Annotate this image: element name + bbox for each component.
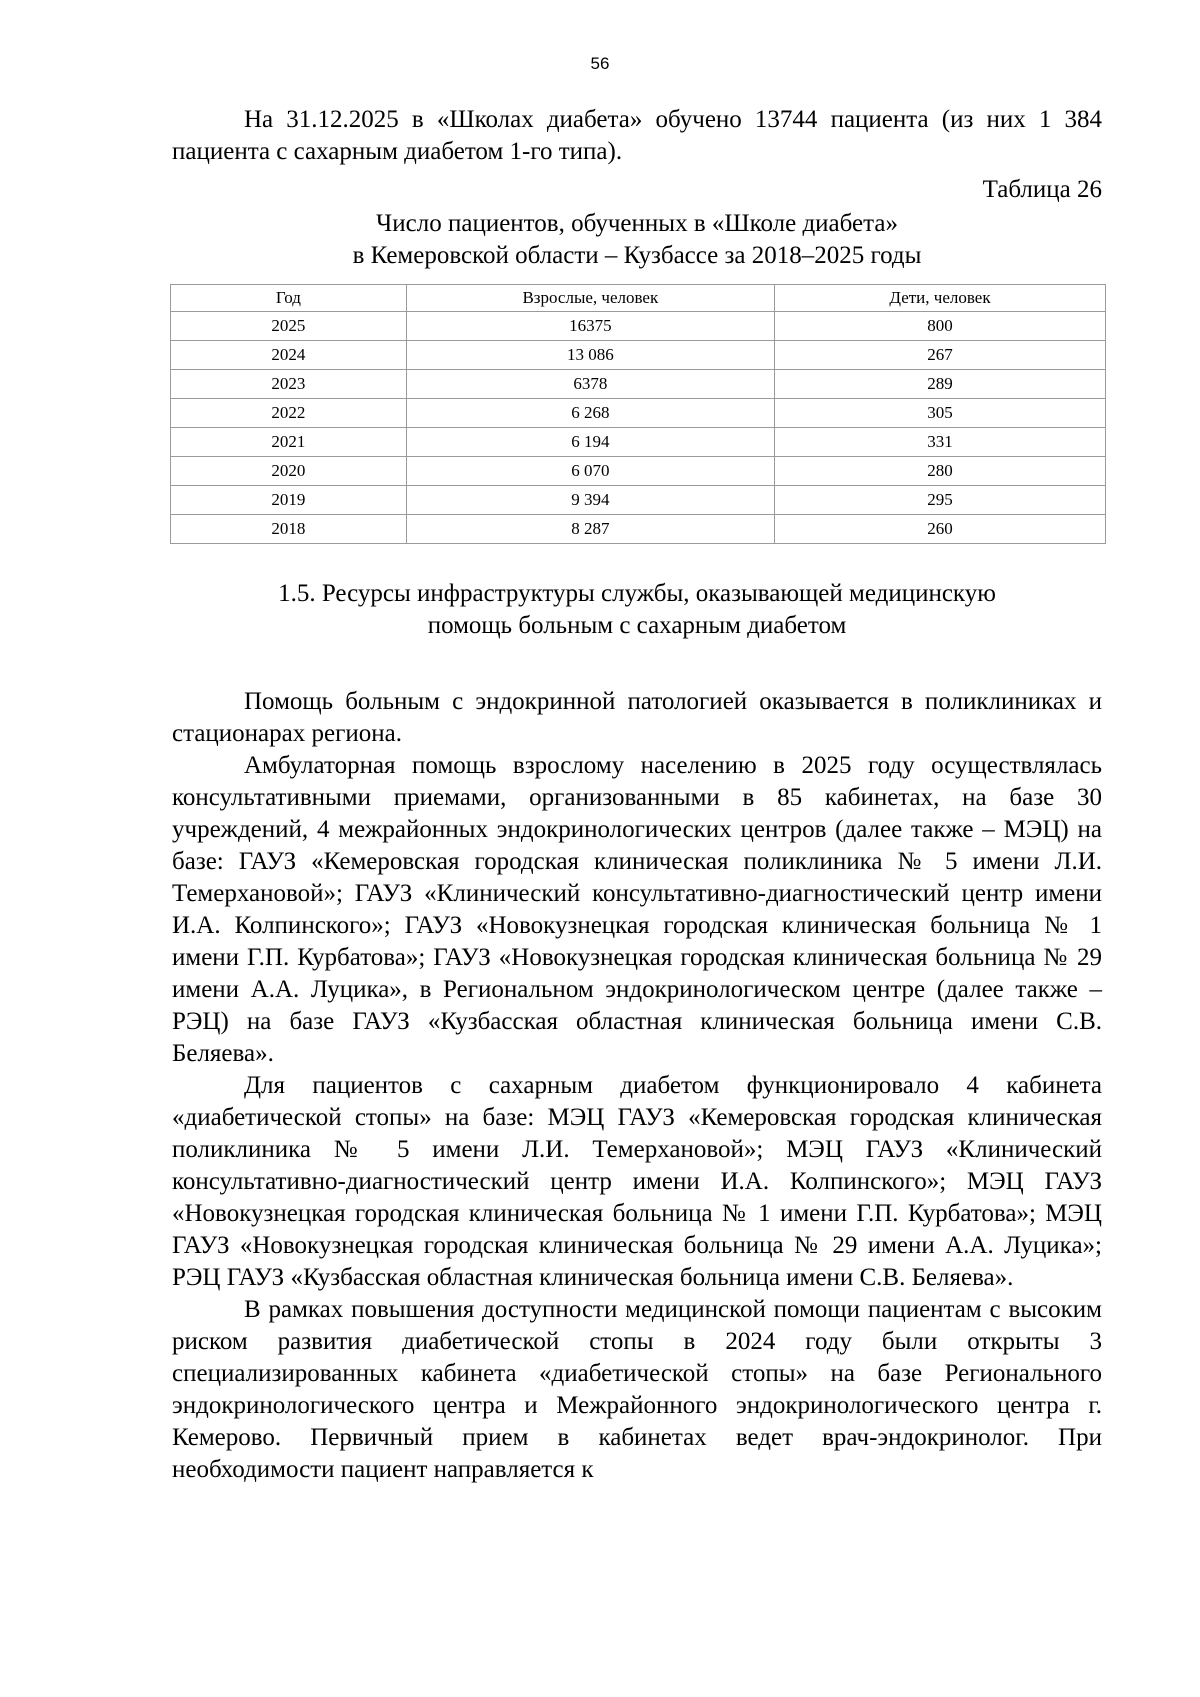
cell-children: 305 bbox=[774, 399, 1105, 428]
cell-year: 2021 bbox=[171, 428, 407, 457]
table-label: Таблица 26 bbox=[982, 176, 1102, 203]
cell-year: 2019 bbox=[171, 486, 407, 515]
table-row bbox=[171, 457, 1106, 486]
table-row bbox=[171, 515, 1106, 544]
diabetes-school-table bbox=[170, 284, 1106, 544]
cell-adults: 6 070 bbox=[406, 457, 774, 486]
cell-year: 2025 bbox=[171, 312, 407, 341]
table-row bbox=[171, 341, 1106, 370]
cell-children: 289 bbox=[774, 370, 1105, 399]
header-year: Год bbox=[171, 285, 407, 312]
cell-year: 2022 bbox=[171, 399, 407, 428]
cell-year: 2020 bbox=[171, 457, 407, 486]
section-heading-line-2: помощь больным с сахарным диабетом bbox=[427, 612, 847, 639]
cell-adults: 8 287 bbox=[406, 515, 774, 544]
cell-adults: 9 394 bbox=[406, 486, 774, 515]
cell-children: 331 bbox=[774, 428, 1105, 457]
cell-adults: 16375 bbox=[406, 312, 774, 341]
page-content bbox=[172, 104, 1102, 1486]
table-title bbox=[172, 208, 1102, 272]
body-paragraph: Помощь больным с эндокринной патологией оказывается в поликлиниках и стационарах региона. bbox=[172, 688, 1102, 747]
cell-year: 2018 bbox=[171, 515, 407, 544]
table-row bbox=[171, 370, 1106, 399]
table-row bbox=[171, 312, 1106, 341]
body-paragraph: Для пациентов с сахарным диабетом функционировало 4 кабинета «диабетической стопы» на базе: МЭЦ ГАУЗ «Кемеровская городская клиническая поликлиника № 5 имени Л.И. Темерхановой»; МЭЦ ГАУЗ «Клинический консультативно-диагностический центр имени И.А. Колпинского»; МЭЦ ГАУЗ «Новокузнецкая городская клиническая больница № 1 имени Г.П. Курбатова»; МЭЦ ГАУЗ «Новокузнецкая городская клиническая больница № 29 имени А.А. Луцика»; РЭЦ ГАУЗ «Кузбасская областная клиническая больница имени С.В. Беляева». bbox=[172, 1072, 1102, 1291]
table-title-line-2: в Кемеровской области – Кузбассе за 2018–2025 годы bbox=[352, 242, 922, 269]
table-row bbox=[171, 428, 1106, 457]
cell-children: 800 bbox=[774, 312, 1105, 341]
cell-adults: 6378 bbox=[406, 370, 774, 399]
body-paragraph: Амбулаторная помощь взрослому населению в 2025 году осуществлялась консультативными приемами, организованными в 85 кабинетах, на базе 30 учреждений, 4 межрайонных эндокринологических центров (далее также – МЭЦ) на базе: ГАУЗ «Кемеровская городская клиническая поликлиника № 5 имени Л.И. Темерхановой»; ГАУЗ «Клинический консультативно-диагностический центр имени И.А. Колпинского»; ГАУЗ «Новокузнецкая городская клиническая больница № 1 имени Г.П. Курбатова»; ГАУЗ «Новокузнецкая городская клиническая больница № 29 имени А.А. Луцика», в Региональном эндокринологическом центре (далее также – РЭЦ) на базе ГАУЗ «Кузбасская областная клиническая больница имени С.В. Беляева». bbox=[172, 752, 1102, 1067]
intro-paragraph: На 31.12.2025 в «Школах диабета» обучено 13744 пациента (из них 1 384 пациента с сахарным диабетом 1-го типа). bbox=[172, 106, 1102, 165]
cell-children: 260 bbox=[774, 515, 1105, 544]
cell-adults: 6 268 bbox=[406, 399, 774, 428]
header-children: Дети, человек bbox=[774, 285, 1105, 312]
table-row bbox=[171, 399, 1106, 428]
section-heading bbox=[172, 578, 1102, 642]
section-heading-line-1: 1.5. Ресурсы инфраструктуры службы, оказывающей медицинскую bbox=[278, 580, 996, 607]
cell-year: 2024 bbox=[171, 341, 407, 370]
cell-adults: 6 194 bbox=[406, 428, 774, 457]
table-header-row bbox=[171, 285, 1106, 312]
cell-year: 2023 bbox=[171, 370, 407, 399]
cell-adults: 13 086 bbox=[406, 341, 774, 370]
table-title-line-1: Число пациентов, обученных в «Школе диабета» bbox=[376, 210, 898, 237]
cell-children: 280 bbox=[774, 457, 1105, 486]
table-row bbox=[171, 486, 1106, 515]
page-number: 56 bbox=[590, 54, 610, 73]
body-paragraph: В рамках повышения доступности медицинской помощи пациентам с высоким риском развития диабетической стопы в 2024 году были открыты 3 специализированных кабинета «диабетической стопы» на базе Регионального эндокринологического центра и Межрайонного эндокринологического центра г. Кемерово. Первичный прием в кабинетах ведет врач-эндокринолог. При необходимости пациент направляется к bbox=[172, 1296, 1102, 1483]
cell-children: 295 bbox=[774, 486, 1105, 515]
cell-children: 267 bbox=[774, 341, 1105, 370]
header-adults: Взрослые, человек bbox=[406, 285, 774, 312]
